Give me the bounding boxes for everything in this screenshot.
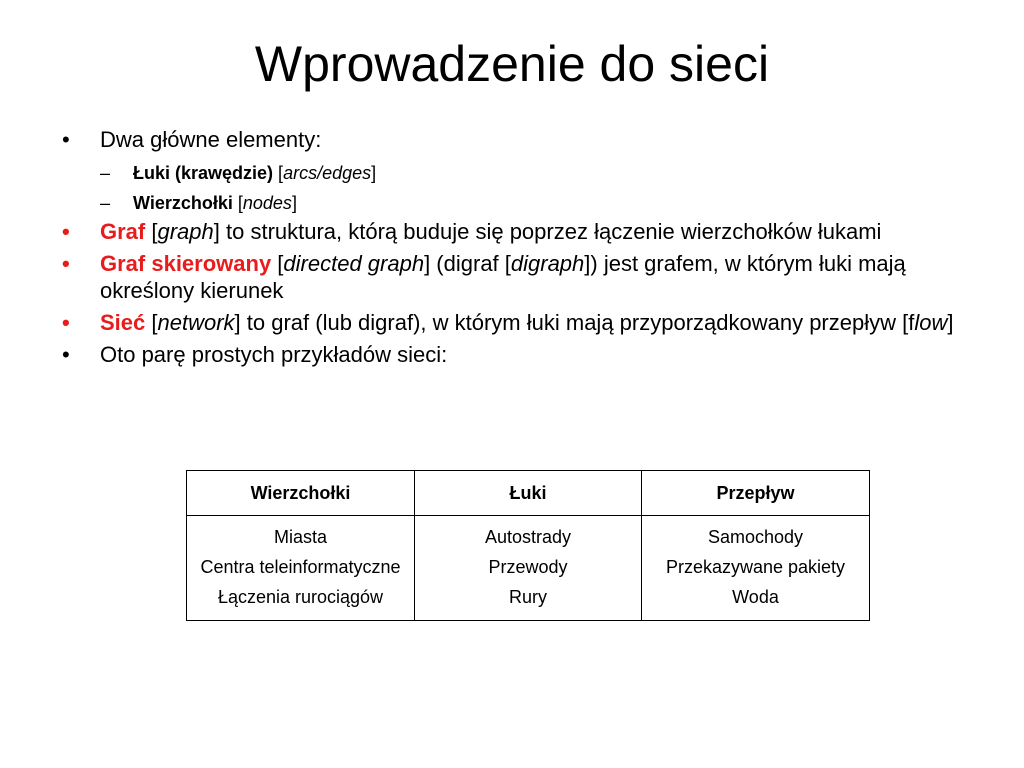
english-term: digraph	[510, 251, 585, 276]
table-row	[187, 552, 870, 582]
bullet-term: Sieć	[100, 310, 146, 335]
table-cell: Rury	[415, 582, 642, 621]
bullet-text: Oto parę prostych przykładów sieci:	[100, 342, 448, 367]
table-cell: Woda	[642, 582, 870, 621]
table-cell: Przekazywane pakiety	[642, 552, 870, 582]
bullet-text: Dwa główne elementy:	[100, 127, 322, 152]
bullet-item	[62, 341, 982, 368]
bullet-marker: •	[62, 219, 70, 244]
bullet-item	[62, 126, 982, 153]
bullet-marker: •	[62, 251, 70, 276]
bullet-marker: •	[62, 342, 70, 367]
table-cell: Centra teleinformatyczne	[187, 552, 415, 582]
sub-bullet-term: Wierzchołki	[133, 193, 233, 213]
english-term: arcs/edges	[283, 163, 372, 183]
table-row	[187, 582, 870, 621]
bullet-text: ]) jest grafem, w którym łuki mają określony kierunek	[100, 251, 906, 303]
english-term: network	[157, 310, 235, 335]
bullet-text: ] to struktura, którą buduje się poprzez łączenie wierzchołków łukami	[213, 219, 882, 244]
bullet-term: Graf skierowany	[100, 251, 272, 276]
bullet-term: Graf	[100, 219, 146, 244]
bracket-close: ]	[371, 163, 377, 183]
bracket-open: [	[145, 310, 158, 335]
sub-bullet-list	[100, 158, 982, 218]
bullet-marker: •	[62, 127, 70, 152]
slide-title: Wprowadzenie do sieci	[254, 36, 770, 92]
network-examples-table	[186, 470, 870, 621]
english-term: nodes	[242, 193, 292, 213]
table-header-row	[187, 471, 870, 516]
sub-bullet-item	[100, 158, 982, 188]
table-cell: Autostrady	[415, 516, 642, 553]
table-cell: Łączenia rurociągów	[187, 582, 415, 621]
bracket-open: [	[271, 251, 284, 276]
english-term: low	[914, 310, 948, 335]
table-row	[187, 516, 870, 553]
bullet-text: ] to graf (lub digraf), w którym łuki mają przyporządkowany przepływ [f	[234, 310, 915, 335]
bracket-close: ]	[291, 193, 297, 213]
bullet-item	[62, 250, 982, 304]
sub-bullet-term: Łuki (krawędzie)	[133, 163, 274, 183]
table-cell: Przewody	[415, 552, 642, 582]
dash-marker: –	[100, 163, 111, 183]
bracket-open: [	[145, 219, 158, 244]
english-term: directed graph	[283, 251, 425, 276]
english-term: graph	[157, 219, 214, 244]
dash-marker: –	[100, 193, 111, 213]
bracket-open: [	[273, 163, 284, 183]
bullet-text: ] (digraf [	[424, 251, 511, 276]
column-header: Przepływ	[642, 471, 870, 516]
bullet-marker: •	[62, 310, 70, 335]
bullet-text: ]	[947, 310, 954, 335]
column-header: Wierzchołki	[187, 471, 415, 516]
table-cell: Miasta	[187, 516, 415, 553]
bullet-item	[62, 309, 982, 336]
bullet-item	[62, 218, 982, 245]
sub-bullet-item	[100, 188, 982, 218]
column-header: Łuki	[415, 471, 642, 516]
table-cell: Samochody	[642, 516, 870, 553]
bracket-open: [	[232, 193, 243, 213]
bullet-list	[62, 126, 982, 373]
